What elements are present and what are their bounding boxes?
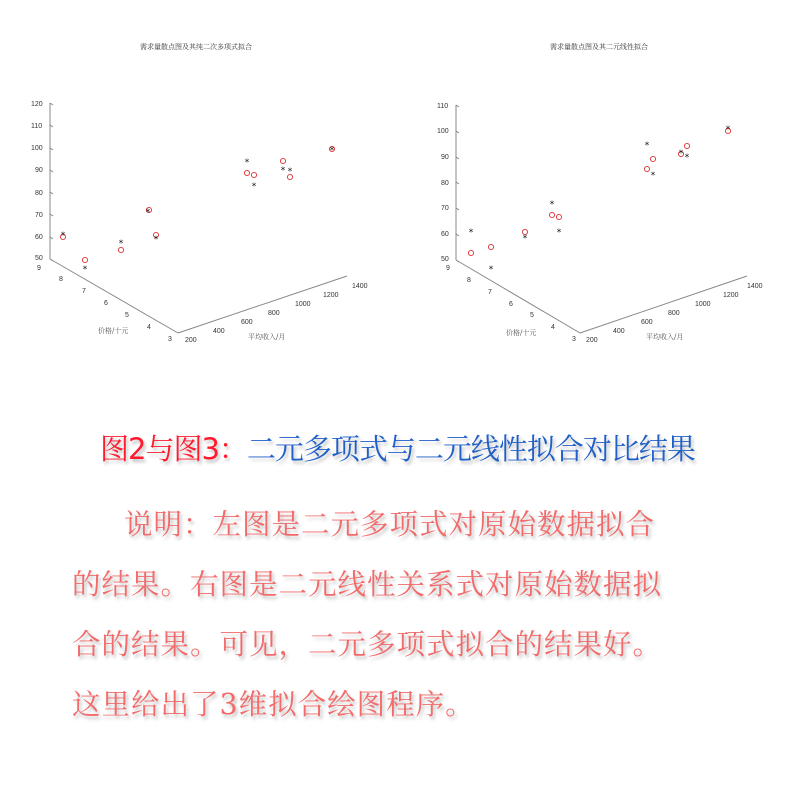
svg-text:*: * bbox=[549, 200, 555, 210]
figure-left bbox=[0, 0, 400, 380]
svg-text:1200: 1200 bbox=[323, 292, 339, 299]
caption-figure-label: 图2与图3： bbox=[100, 432, 247, 466]
description-line-4: 这里给出了3维拟合绘图程序。 bbox=[72, 688, 475, 721]
svg-text:400: 400 bbox=[613, 328, 625, 335]
svg-text:200: 200 bbox=[586, 337, 598, 344]
svg-text:100: 100 bbox=[31, 145, 43, 152]
svg-text:60: 60 bbox=[441, 231, 449, 238]
svg-text:1000: 1000 bbox=[695, 301, 711, 308]
svg-text:120: 120 bbox=[31, 101, 43, 108]
description-paragraph bbox=[72, 495, 752, 735]
svg-text:*: * bbox=[329, 146, 335, 156]
svg-text:6: 6 bbox=[509, 301, 513, 308]
svg-text:3: 3 bbox=[168, 336, 172, 343]
figure-right bbox=[410, 0, 800, 380]
svg-text:800: 800 bbox=[268, 310, 280, 317]
svg-text:*: * bbox=[488, 265, 494, 275]
chart-title-left: 需求量散点图及其纯二次多项式拟合 bbox=[140, 43, 252, 51]
svg-text:9: 9 bbox=[37, 265, 41, 272]
observed-markers-right bbox=[469, 125, 731, 275]
figure-caption bbox=[100, 427, 695, 468]
chart-left-3d-scatter bbox=[0, 0, 400, 380]
svg-text:1200: 1200 bbox=[723, 292, 739, 299]
svg-text:50: 50 bbox=[441, 256, 449, 263]
svg-text:7: 7 bbox=[82, 288, 86, 295]
caption-text: 二元多项式与二元线性拟合对比结果 bbox=[246, 432, 695, 466]
svg-text:7: 7 bbox=[488, 289, 492, 296]
svg-text:*: * bbox=[251, 182, 257, 192]
svg-text:110: 110 bbox=[31, 123, 43, 130]
svg-text:4: 4 bbox=[147, 324, 151, 331]
svg-text:50: 50 bbox=[35, 255, 43, 262]
svg-text:*: * bbox=[522, 234, 528, 244]
svg-text:90: 90 bbox=[441, 154, 449, 161]
x-axis-label-right: 价格/十元 bbox=[506, 329, 537, 337]
svg-text:90: 90 bbox=[35, 167, 43, 174]
z-tick-labels-right bbox=[437, 103, 449, 263]
svg-text:8: 8 bbox=[467, 277, 471, 284]
svg-text:1400: 1400 bbox=[352, 283, 368, 290]
fitted-markers-right bbox=[468, 128, 730, 255]
x-axis-label-left: 价格/十元 bbox=[98, 327, 129, 335]
svg-text:*: * bbox=[556, 228, 562, 238]
svg-text:80: 80 bbox=[35, 190, 43, 197]
svg-text:4: 4 bbox=[551, 324, 555, 331]
svg-text:6: 6 bbox=[104, 300, 108, 307]
svg-text:*: * bbox=[725, 125, 731, 135]
svg-text:600: 600 bbox=[241, 319, 253, 326]
svg-text:80: 80 bbox=[441, 180, 449, 187]
observed-markers-left bbox=[61, 146, 335, 275]
y-axis-label-right: 平均收入/月 bbox=[646, 333, 684, 341]
svg-text:*: * bbox=[684, 153, 690, 163]
svg-text:400: 400 bbox=[213, 328, 225, 335]
svg-text:*: * bbox=[650, 171, 656, 181]
svg-text:9: 9 bbox=[446, 265, 450, 272]
svg-text:5: 5 bbox=[530, 312, 534, 319]
svg-text:*: * bbox=[678, 149, 684, 159]
svg-text:100: 100 bbox=[437, 128, 449, 135]
svg-text:70: 70 bbox=[35, 212, 43, 219]
description-line-2: 的结果。右图是二元线性关系式对原始数据拟 bbox=[72, 568, 663, 601]
svg-text:8: 8 bbox=[59, 276, 63, 283]
svg-text:800: 800 bbox=[668, 310, 680, 317]
svg-text:200: 200 bbox=[185, 337, 197, 344]
svg-text:600: 600 bbox=[641, 319, 653, 326]
description-line-1: 说明：左图是二元多项式对原始数据拟合 bbox=[124, 508, 656, 541]
svg-text:*: * bbox=[82, 265, 88, 275]
svg-text:*: * bbox=[244, 158, 250, 168]
svg-text:*: * bbox=[145, 208, 151, 218]
svg-text:70: 70 bbox=[441, 205, 449, 212]
z-tick-labels-left bbox=[31, 101, 43, 262]
chart-title-right: 需求量散点图及其二元线性拟合 bbox=[550, 43, 648, 51]
svg-text:*: * bbox=[60, 231, 66, 241]
svg-text:*: * bbox=[644, 141, 650, 151]
axes-right bbox=[456, 105, 747, 333]
svg-text:*: * bbox=[468, 228, 474, 238]
svg-text:60: 60 bbox=[35, 234, 43, 241]
svg-text:5: 5 bbox=[125, 312, 129, 319]
y-axis-label-left: 平均收入/月 bbox=[248, 333, 286, 341]
svg-text:110: 110 bbox=[437, 103, 449, 110]
svg-text:*: * bbox=[287, 167, 293, 177]
svg-text:*: * bbox=[153, 235, 159, 245]
svg-text:1000: 1000 bbox=[295, 301, 311, 308]
axes-left bbox=[50, 103, 347, 333]
svg-text:3: 3 bbox=[572, 336, 576, 343]
description-line-3: 合的结果。可见，二元多项式拟合的结果好。 bbox=[72, 628, 663, 661]
svg-text:1400: 1400 bbox=[747, 283, 763, 290]
chart-right-3d-scatter bbox=[410, 0, 800, 380]
svg-text:*: * bbox=[118, 239, 124, 249]
fitted-markers-left bbox=[60, 146, 334, 262]
svg-text:*: * bbox=[280, 166, 286, 176]
